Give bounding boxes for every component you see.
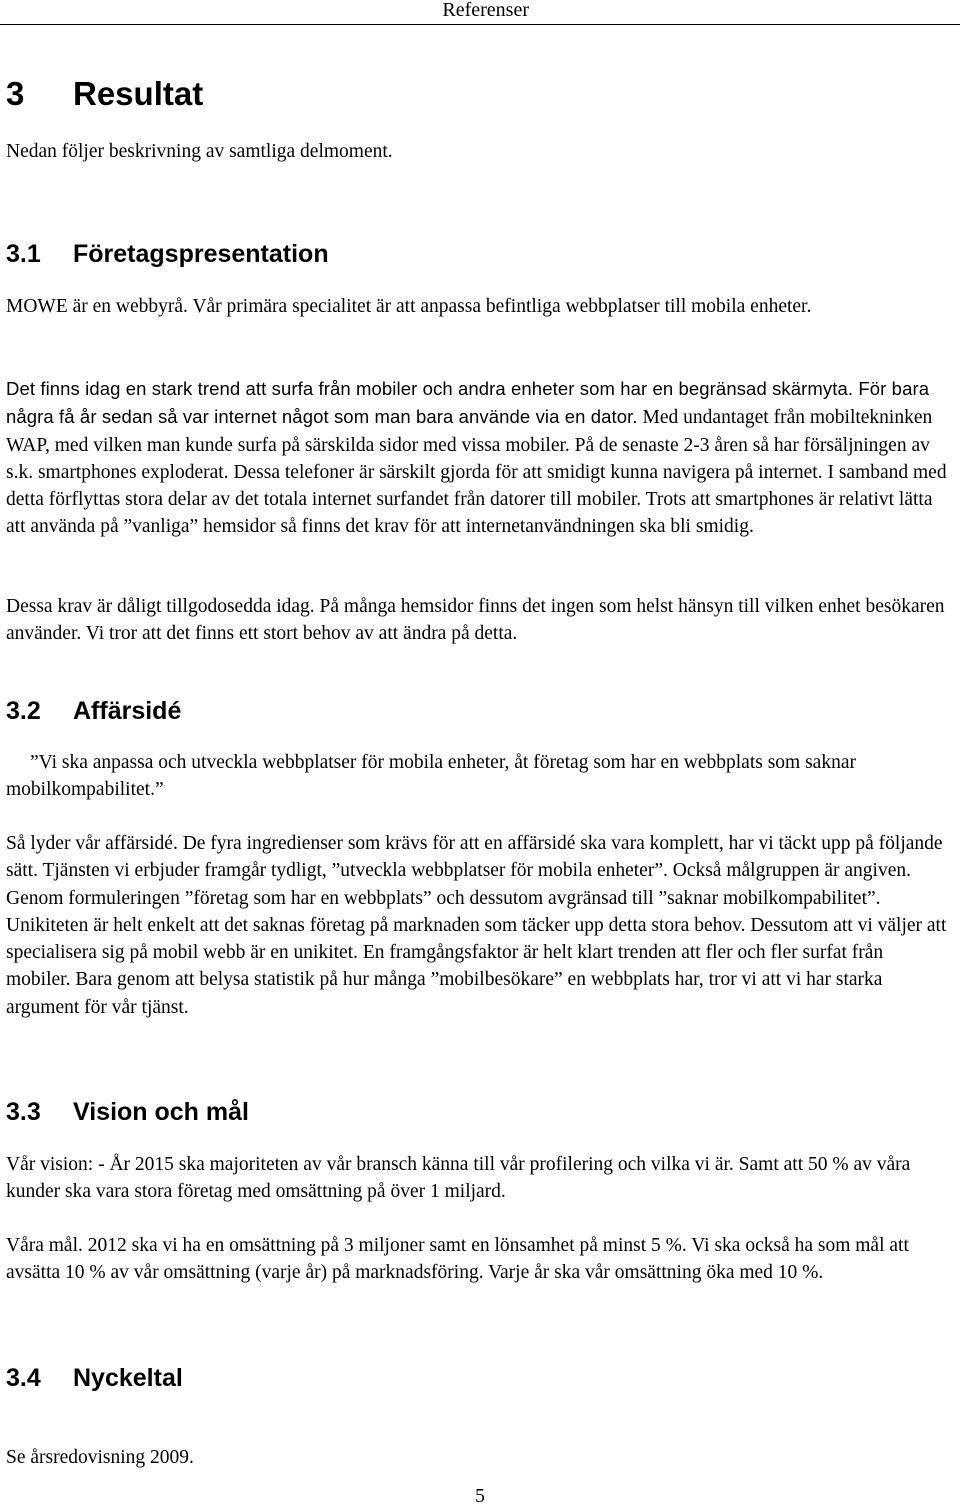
- page-number: 5: [475, 1485, 485, 1507]
- business-idea-quote: [6, 749, 950, 804]
- section-3-4-heading: [6, 1362, 183, 1394]
- section-3-2-heading: [6, 695, 181, 727]
- section-3-4-paragraph-1: Se årsredovisning 2009.: [6, 1447, 194, 1468]
- section-3-4-title: Nyckeltal: [73, 1364, 183, 1392]
- section-3-1-paragraph-2-rest: Med undantaget från mobiltekninken WAP, med vilken man kunde surfa på särskilda sidor med vissa mobiler. På de senaste 2-3 åren så har försäljningen av s.k. smartphones exploderat. Dessa telefoner är särskilt gjorda för att smidigt kunna navigera på internet. I samband med detta förflyttas stora delar av det totala internet surfandet från datorer till mobiler. Trots att smartphones är relativt lätta att använda på ”vanliga” hemsidor så finns det krav för att internetanvändningen ska bli smidig.: [6, 407, 947, 538]
- section-3-1-paragraph-3: Dessa krav är dåligt tillgodosedda idag. På många hemsidor finns det ingen som helst hänsyn till vilken enhet besökaren använder. Vi tror att det finns ett stort behov av att ändra på detta.: [6, 596, 945, 645]
- section-3-1-title: Företagspresentation: [73, 240, 329, 268]
- header-title: Referenser: [442, 0, 529, 21]
- section-3-heading: [6, 74, 203, 114]
- business-idea-quote-text: ”Vi ska anpassa och utveckla webbplatser för mobila enheter, åt företag som har en webbplats som saknar mobilkompabilitet.”: [6, 752, 856, 801]
- section-3-number: 3: [6, 75, 25, 112]
- section-3-4-number: 3.4: [6, 1364, 41, 1392]
- section-3-1-paragraph-2-lead: Det finns idag en stark trend att surfa från mobiler och andra enheter som har en begränsad skärmyta. För bara några få år sedan så var internet något som man bara använde via en dator.: [6, 378, 930, 428]
- section-3-1-number: 3.1: [6, 240, 41, 268]
- section-3-3-title: Vision och mål: [73, 1098, 249, 1126]
- section-3-3-number: 3.3: [6, 1098, 41, 1126]
- section-3-1-paragraph-1: MOWE är en webbyrå. Vår primära specialitet är att anpassa befintliga webbplatser till mobila enheter.: [6, 296, 812, 317]
- section-3-3-paragraph-2: Våra mål. 2012 ska vi ha en omsättning på 3 miljoner samt en lönsamhet på minst 5 %. Vi ska också ha som mål att avsätta 10 % av vår omsättning (varje år) på marknadsföring. Varje år ska vår omsättning öka med 10 %.: [6, 1235, 909, 1284]
- section-3-2-title: Affärsidé: [73, 697, 182, 725]
- section-3-3-paragraph-1: Vår vision: - År 2015 ska majoriteten av vår bransch känna till vår profilering och vilka vi är. Samt att 50 % av våra kunder ska vara stora företag med omsättning på över 1 miljard.: [6, 1154, 911, 1203]
- section-3-1-heading: [6, 238, 329, 270]
- section-3-3-heading: [6, 1096, 249, 1128]
- section-3-1-paragraph-2: [6, 375, 950, 541]
- section-3-2-number: 3.2: [6, 697, 41, 725]
- page-header: [0, 0, 960, 25]
- section-3-2-paragraph-1: Så lyder vår affärsidé. De fyra ingredienser som krävs för att en affärsidé ska vara komplett, har vi täckt upp på följande sätt. Tjänsten vi erbjuder framgår tydligt, ”utveckla webbplatser för mobila enheter”. Också målgruppen är angiven. Genom formuleringen ”företag som har en webbplats” och dessutom avgränsad till ”saknar mobilkompabilitet”. Unikiteten är helt enkelt att det saknas företag på marknaden som täcker upp detta stora behov. Dessutom att vi väljer att specialisera sig på mobil webb är en unikitet. En framgångsfaktor är helt klart trenden att fler och fler surfat från mobiler. Bara genom att belysa statistik på hur många ”mobilbesökare” en webbplats har, tror vi att vi har starka argument för vår tjänst.: [6, 833, 947, 1018]
- section-3-intro: Nedan följer beskrivning av samtliga delmoment.: [6, 141, 393, 162]
- section-3-title: Resultat: [73, 75, 204, 112]
